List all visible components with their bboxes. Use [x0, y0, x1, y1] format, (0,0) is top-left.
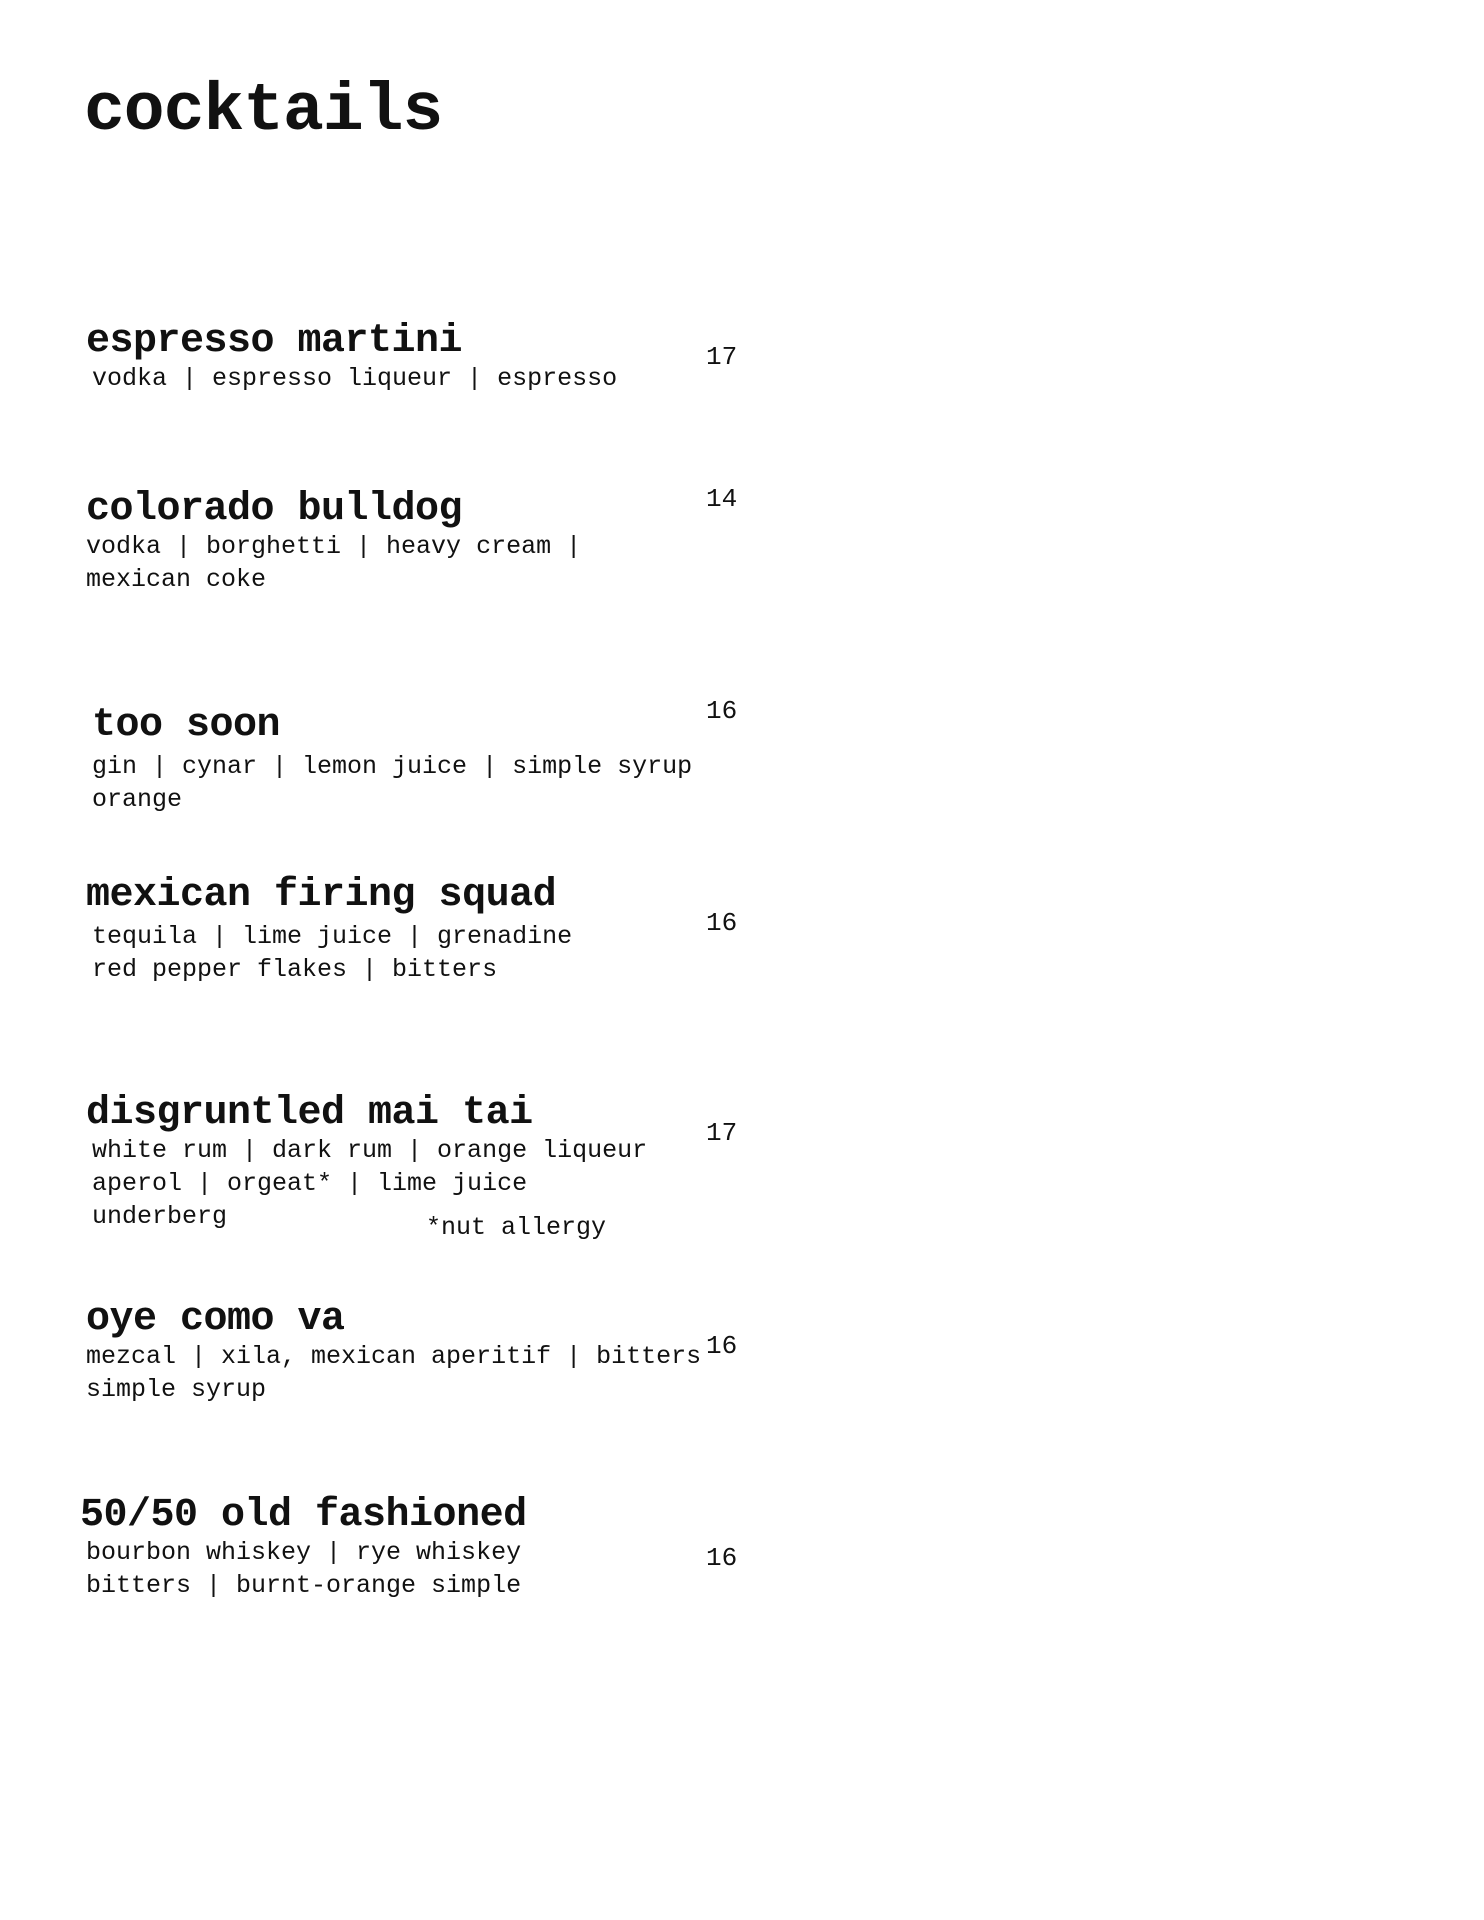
item-price: 14: [706, 484, 738, 514]
menu-item-espresso-martini: [86, 319, 618, 395]
item-ingredients: mexican coke: [86, 565, 267, 594]
item-ingredients: gin | cynar | lemon juice | simple syrup: [92, 752, 693, 781]
item-price: 16: [706, 1331, 738, 1361]
item-ingredients: simple syrup: [86, 1375, 267, 1404]
menu-title: cocktails: [84, 73, 443, 150]
item-price: 16: [706, 696, 738, 726]
item-ingredients: vodka | espresso liqueur | espresso: [92, 364, 618, 393]
item-ingredients: white rum | dark rum | orange liqueur: [92, 1136, 648, 1165]
item-ingredients: aperol | orgeat* | lime juice: [92, 1169, 528, 1198]
item-ingredients: red pepper flakes | bitters: [92, 955, 498, 984]
item-ingredients: bitters | burnt-orange simple: [86, 1571, 522, 1600]
item-ingredients: bourbon whiskey | rye whiskey: [86, 1538, 522, 1567]
menu-item-50-50-old-fashioned: [80, 1493, 527, 1602]
item-name: disgruntled mai tai: [86, 1091, 533, 1136]
item-name: 50/50 old fashioned: [80, 1493, 527, 1538]
menu-item-colorado-bulldog: [86, 487, 582, 596]
item-ingredients: vodka | borghetti | heavy cream |: [86, 532, 582, 561]
allergy-note: *nut allergy: [426, 1213, 607, 1242]
item-name: colorado bulldog: [86, 487, 463, 532]
item-name: mexican firing squad: [86, 873, 557, 918]
item-ingredients: tequila | lime juice | grenadine: [92, 922, 573, 951]
item-name: oye como va: [86, 1297, 345, 1342]
item-price: 17: [706, 1118, 738, 1148]
item-ingredients: underberg: [92, 1202, 228, 1231]
item-price: 16: [706, 1543, 738, 1573]
item-price: 17: [706, 342, 738, 372]
item-name: too soon: [92, 703, 281, 748]
menu-item-mexican-firing-squad: [86, 873, 573, 986]
item-ingredients: orange: [92, 785, 183, 814]
item-price: 16: [706, 908, 738, 938]
menu-item-too-soon: [92, 703, 693, 816]
item-ingredients: mezcal | xila, mexican aperitif | bitters: [86, 1342, 702, 1371]
item-name: espresso martini: [86, 319, 463, 364]
menu-item-oye-como-va: [86, 1297, 702, 1406]
